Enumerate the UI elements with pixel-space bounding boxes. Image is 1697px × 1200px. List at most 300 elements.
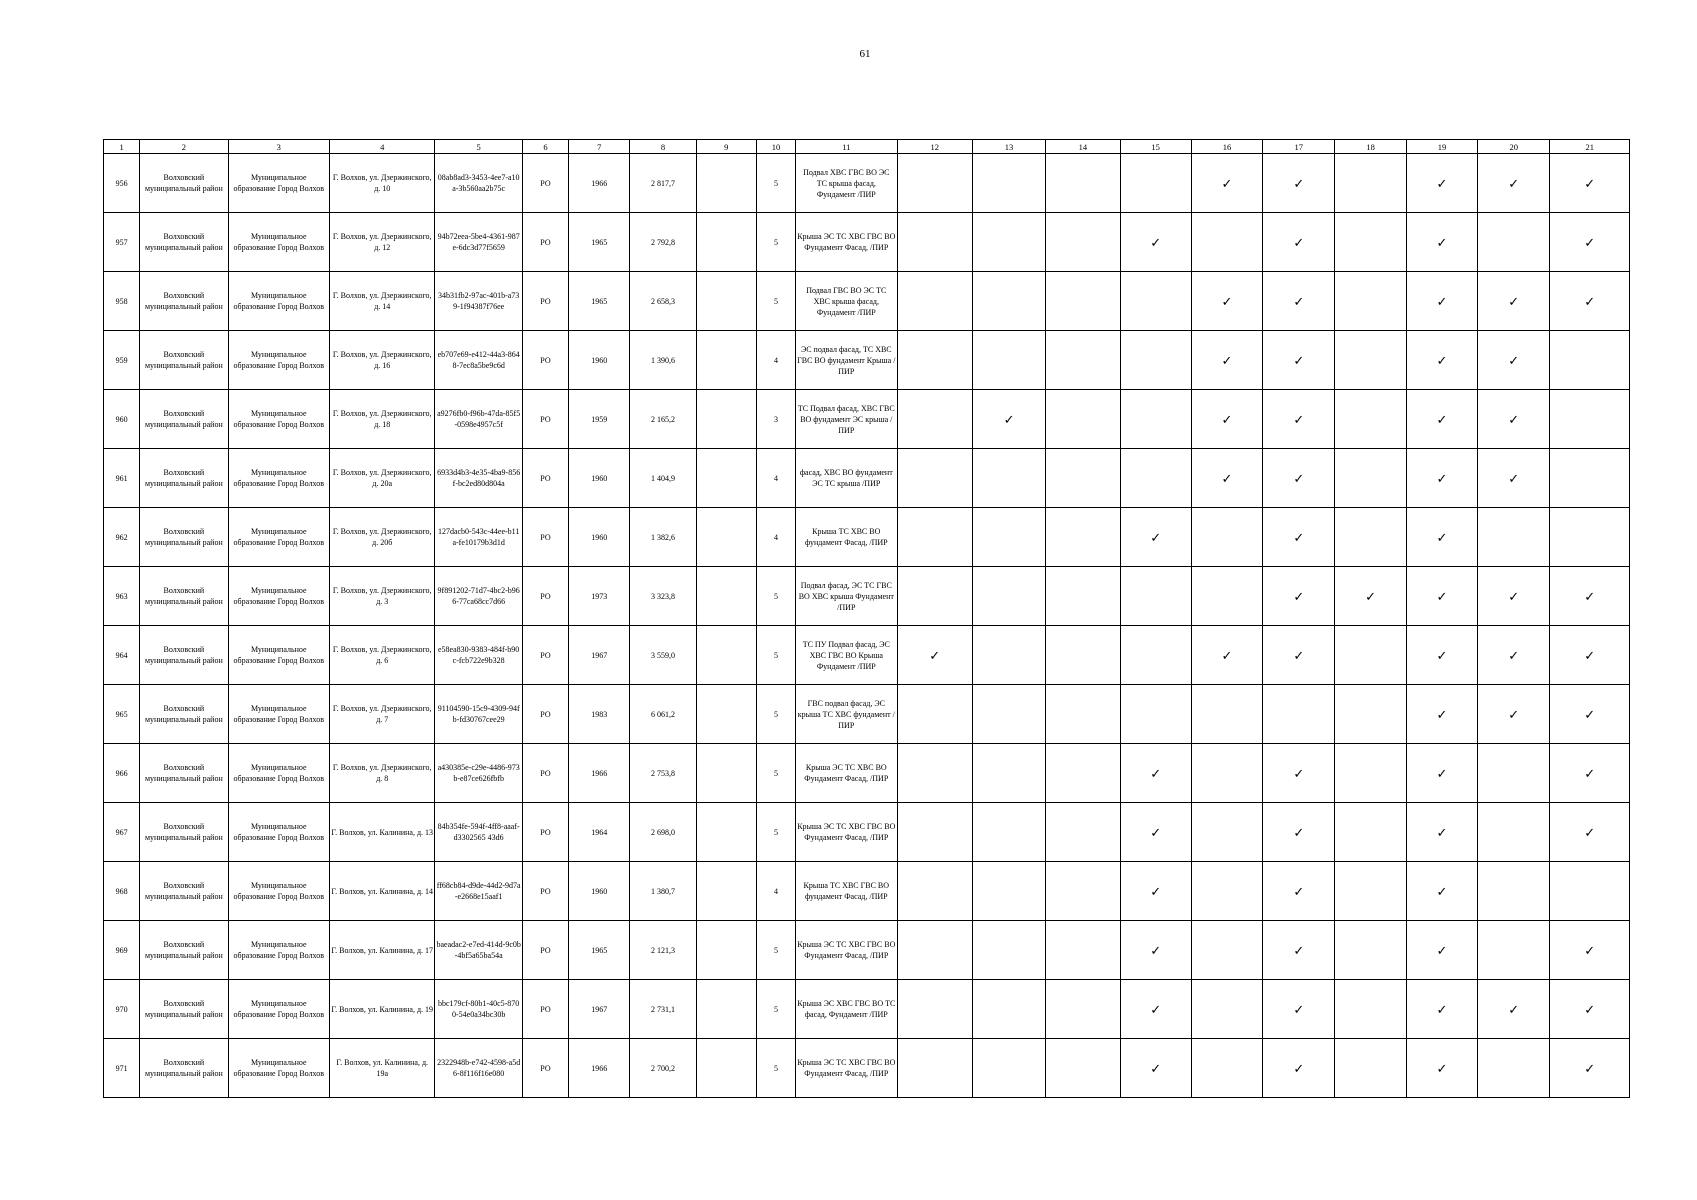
empty-mark-cell [1191,508,1262,567]
check-mark-icon: ✓ [1191,331,1262,390]
guid-cell: e58ea830-9383-484f-b90c-fcb722e9b328 [435,626,522,685]
column-header: 6 [522,140,568,154]
empty-mark-cell [972,331,1045,390]
empty-mark-cell [1120,626,1191,685]
area-cell: 2 698,0 [630,803,696,862]
district-cell: Волховский муниципальный район [140,567,228,626]
address-cell: Г. Волхов, ул. Дзержинского, д. 12 [330,213,435,272]
check-mark-icon: ✓ [1191,390,1262,449]
table-row [104,862,1630,921]
check-mark-icon: ✓ [1263,449,1335,508]
empty-mark-cell [1478,508,1550,567]
check-mark-icon: ✓ [1550,921,1630,980]
empty-mark-cell [1191,862,1262,921]
type-cell: РО [522,744,568,803]
check-mark-icon: ✓ [1335,567,1406,626]
check-mark-icon: ✓ [1550,803,1630,862]
address-cell: Г. Волхов, ул. Дзержинского, д. 10 [330,154,435,213]
empty-mark-cell [897,272,972,331]
col9-cell [696,567,756,626]
column-header: 8 [630,140,696,154]
row-number: 956 [104,154,140,213]
col9-cell [696,803,756,862]
address-cell: Г. Волхов, ул. Дзержинского, д. 7 [330,685,435,744]
area-cell: 2 817,7 [630,154,696,213]
district-cell: Волховский муниципальный район [140,390,228,449]
check-mark-icon: ✓ [1550,1039,1630,1098]
municipality-cell: Муниципальное образование Город Волхов [228,803,329,862]
municipality-cell: Муниципальное образование Город Волхов [228,744,329,803]
empty-mark-cell [1335,685,1406,744]
empty-mark-cell [897,449,972,508]
check-mark-icon: ✓ [1406,980,1477,1039]
area-cell: 1 382,6 [630,508,696,567]
empty-mark-cell [1335,626,1406,685]
check-mark-icon: ✓ [1550,744,1630,803]
empty-mark-cell [1191,803,1262,862]
year-cell: 1966 [569,154,630,213]
works-cell: ТС ПУ Подвал фасад, ЭС ХВС ГВС ВО Крыша Фундамент /ПИР [796,626,897,685]
empty-mark-cell [972,626,1045,685]
floors-cell: 5 [756,1039,795,1098]
empty-mark-cell [1335,508,1406,567]
check-mark-icon: ✓ [1406,1039,1477,1098]
check-mark-icon: ✓ [1406,921,1477,980]
row-number: 959 [104,331,140,390]
empty-mark-cell [1478,862,1550,921]
empty-mark-cell [1046,567,1120,626]
guid-cell: 34b31fb2-97ac-401b-a739-1f94387f76ee [435,272,522,331]
type-cell: РО [522,567,568,626]
empty-mark-cell [972,508,1045,567]
column-header: 18 [1335,140,1406,154]
type-cell: РО [522,803,568,862]
empty-mark-cell [1120,685,1191,744]
empty-mark-cell [1046,862,1120,921]
empty-mark-cell [972,862,1045,921]
floors-cell: 3 [756,390,795,449]
row-number: 965 [104,685,140,744]
district-cell: Волховский муниципальный район [140,449,228,508]
guid-cell: baeadac2-e7ed-414d-9c0b-4bf5a65ba54a [435,921,522,980]
empty-mark-cell [1335,449,1406,508]
empty-mark-cell [1335,331,1406,390]
empty-mark-cell [972,685,1045,744]
address-cell: Г. Волхов, ул. Дзержинского, д. 20б [330,508,435,567]
type-cell: РО [522,508,568,567]
area-cell: 3 559,0 [630,626,696,685]
guid-cell: ff68cb84-d9de-44d2-9d7a-e2668e15aaf1 [435,862,522,921]
check-mark-icon: ✓ [1478,567,1550,626]
col9-cell [696,154,756,213]
year-cell: 1965 [569,272,630,331]
check-mark-icon: ✓ [1406,331,1477,390]
empty-mark-cell [1550,508,1630,567]
check-mark-icon: ✓ [1191,449,1262,508]
table-row [104,744,1630,803]
year-cell: 1967 [569,626,630,685]
municipality-cell: Муниципальное образование Город Волхов [228,1039,329,1098]
col9-cell [696,685,756,744]
empty-mark-cell [1120,331,1191,390]
table-row [104,1039,1630,1098]
column-header: 21 [1550,140,1630,154]
guid-cell: bbc179cf-80b1-40c5-8700-54e0a34bc30b [435,980,522,1039]
empty-mark-cell [1335,390,1406,449]
column-header: 3 [228,140,329,154]
year-cell: 1966 [569,744,630,803]
col9-cell [696,1039,756,1098]
district-cell: Волховский муниципальный район [140,862,228,921]
year-cell: 1960 [569,862,630,921]
area-cell: 1 390,6 [630,331,696,390]
works-cell: Крыша ЭС ТС ХВС ГВС ВО Фундамент Фасад, /ПИР [796,1039,897,1098]
col9-cell [696,626,756,685]
empty-mark-cell [897,744,972,803]
district-cell: Волховский муниципальный район [140,154,228,213]
check-mark-icon: ✓ [1263,567,1335,626]
guid-cell: a9276fb0-f96b-47da-85f5-0598e4957c5f [435,390,522,449]
check-mark-icon: ✓ [1406,272,1477,331]
table-row [104,567,1630,626]
guid-cell: 08ab8ad3-3453-4ee7-a10a-3b560aa2b75c [435,154,522,213]
empty-mark-cell [1046,508,1120,567]
check-mark-icon: ✓ [1478,685,1550,744]
floors-cell: 5 [756,803,795,862]
municipality-cell: Муниципальное образование Город Волхов [228,508,329,567]
works-cell: Крыша ЭС ТС ХВС ГВС ВО Фундамент Фасад, /ПИР [796,803,897,862]
check-mark-icon: ✓ [1263,626,1335,685]
empty-mark-cell [897,331,972,390]
check-mark-icon: ✓ [1263,980,1335,1039]
row-number: 968 [104,862,140,921]
empty-mark-cell [897,213,972,272]
type-cell: РО [522,980,568,1039]
guid-cell: 84b354fe-594f-4ff8-aaaf-d3302565 43d6 [435,803,522,862]
district-cell: Волховский муниципальный район [140,980,228,1039]
empty-mark-cell [972,921,1045,980]
empty-mark-cell [1335,213,1406,272]
year-cell: 1965 [569,921,630,980]
check-mark-icon: ✓ [1263,921,1335,980]
empty-mark-cell [1335,803,1406,862]
works-cell: Крыша ЭС ТС ХВС ГВС ВО Фундамент Фасад, /ПИР [796,213,897,272]
area-cell: 2 792,8 [630,213,696,272]
check-mark-icon: ✓ [1478,390,1550,449]
empty-mark-cell [897,508,972,567]
year-cell: 1966 [569,1039,630,1098]
table-row [104,154,1630,213]
check-mark-icon: ✓ [972,390,1045,449]
empty-mark-cell [1046,213,1120,272]
check-mark-icon: ✓ [1406,567,1477,626]
guid-cell: eb707e69-e412-44a3-8648-7ec8a5be9c6d [435,331,522,390]
municipality-cell: Муниципальное образование Город Волхов [228,980,329,1039]
guid-cell: 9f891202-71d7-4bc2-b966-77ca68cc7d66 [435,567,522,626]
empty-mark-cell [1550,449,1630,508]
empty-mark-cell [1191,1039,1262,1098]
row-number: 963 [104,567,140,626]
address-cell: Г. Волхов, ул. Дзержинского, д. 6 [330,626,435,685]
area-cell: 2 731,1 [630,980,696,1039]
col9-cell [696,272,756,331]
municipality-cell: Муниципальное образование Город Волхов [228,154,329,213]
empty-mark-cell [1191,921,1262,980]
address-cell: Г. Волхов, ул. Калинина, д. 19 [330,980,435,1039]
column-header: 2 [140,140,228,154]
guid-cell: 94b72eea-5be4-4361-987e-6dc3d77f5659 [435,213,522,272]
floors-cell: 5 [756,272,795,331]
empty-mark-cell [1046,803,1120,862]
empty-mark-cell [1120,272,1191,331]
municipality-cell: Муниципальное образование Город Волхов [228,272,329,331]
area-cell: 2 658,3 [630,272,696,331]
table-row [104,390,1630,449]
check-mark-icon: ✓ [1478,626,1550,685]
column-header: 10 [756,140,795,154]
year-cell: 1960 [569,331,630,390]
check-mark-icon: ✓ [1406,862,1477,921]
check-mark-icon: ✓ [1120,213,1191,272]
page-number: 61 [859,48,871,60]
empty-mark-cell [972,154,1045,213]
area-cell: 2 700,2 [630,1039,696,1098]
empty-mark-cell [1046,449,1120,508]
empty-mark-cell [1191,980,1262,1039]
address-cell: Г. Волхов, ул. Дзержинского, д. 16 [330,331,435,390]
check-mark-icon: ✓ [1263,508,1335,567]
floors-cell: 5 [756,154,795,213]
works-cell: Крыша ЭС ХВС ГВС ВО ТС фасад, Фундамент /ПИР [796,980,897,1039]
empty-mark-cell [972,449,1045,508]
guid-cell: 127dacb0-543c-44ee-b11a-fe10179b3d1d [435,508,522,567]
empty-mark-cell [1046,744,1120,803]
empty-mark-cell [1191,567,1262,626]
district-cell: Волховский муниципальный район [140,213,228,272]
municipality-cell: Муниципальное образование Город Волхов [228,213,329,272]
empty-mark-cell [1335,744,1406,803]
col9-cell [696,980,756,1039]
municipality-cell: Муниципальное образование Город Волхов [228,685,329,744]
empty-mark-cell [1478,921,1550,980]
col9-cell [696,508,756,567]
table-row [104,685,1630,744]
address-cell: Г. Волхов, ул. Дзержинского, д. 14 [330,272,435,331]
address-cell: Г. Волхов, ул. Дзержинского, д. 8 [330,744,435,803]
row-number: 970 [104,980,140,1039]
empty-mark-cell [897,567,972,626]
col9-cell [696,390,756,449]
address-cell: Г. Волхов, ул. Калинина, д. 13 [330,803,435,862]
check-mark-icon: ✓ [1478,449,1550,508]
empty-mark-cell [1046,331,1120,390]
address-cell: Г. Волхов, ул. Калинина, д. 14 [330,862,435,921]
column-header: 17 [1263,140,1335,154]
empty-mark-cell [1120,449,1191,508]
column-header: 4 [330,140,435,154]
empty-mark-cell [897,862,972,921]
works-cell: ТС Подвал фасад, ХВС ГВС ВО фундамент ЭС крыша /ПИР [796,390,897,449]
check-mark-icon: ✓ [1550,626,1630,685]
column-header: 16 [1191,140,1262,154]
row-number: 966 [104,744,140,803]
row-number: 971 [104,1039,140,1098]
year-cell: 1967 [569,980,630,1039]
col9-cell [696,449,756,508]
column-header: 14 [1046,140,1120,154]
empty-mark-cell [897,921,972,980]
area-cell: 1 380,7 [630,862,696,921]
check-mark-icon: ✓ [1263,803,1335,862]
check-mark-icon: ✓ [1263,1039,1335,1098]
works-cell: ГВС подвал фасад, ЭС крыша ТС ХВС фундамент /ПИР [796,685,897,744]
type-cell: РО [522,331,568,390]
floors-cell: 5 [756,213,795,272]
row-number: 964 [104,626,140,685]
year-cell: 1973 [569,567,630,626]
check-mark-icon: ✓ [1406,626,1477,685]
table-row [104,921,1630,980]
municipality-cell: Муниципальное образование Город Волхов [228,390,329,449]
district-cell: Волховский муниципальный район [140,508,228,567]
empty-mark-cell [1046,685,1120,744]
check-mark-icon: ✓ [1406,213,1477,272]
year-cell: 1964 [569,803,630,862]
header-row [104,140,1630,154]
table-row [104,508,1630,567]
check-mark-icon: ✓ [1406,744,1477,803]
type-cell: РО [522,626,568,685]
table-row [104,272,1630,331]
column-header: 12 [897,140,972,154]
works-cell: Крыша ТС ХВС ВО фундамент Фасад, /ПИР [796,508,897,567]
year-cell: 1983 [569,685,630,744]
table-row [104,803,1630,862]
check-mark-icon: ✓ [1406,508,1477,567]
column-header: 11 [796,140,897,154]
table-body [104,154,1630,1098]
check-mark-icon: ✓ [1263,744,1335,803]
empty-mark-cell [897,1039,972,1098]
works-cell: Подвал ХВС ГВС ВО ЭС ТС крыша фасад, Фундамент /ПИР [796,154,897,213]
works-cell: Подвал фасад, ЭС ТС ГВС ВО ХВС крыша Фундамент /ПИР [796,567,897,626]
column-header: 1 [104,140,140,154]
table-row [104,626,1630,685]
empty-mark-cell [1120,567,1191,626]
district-cell: Волховский муниципальный район [140,803,228,862]
check-mark-icon: ✓ [1263,213,1335,272]
col9-cell [696,331,756,390]
district-cell: Волховский муниципальный район [140,744,228,803]
district-cell: Волховский муниципальный район [140,626,228,685]
floors-cell: 5 [756,980,795,1039]
row-number: 969 [104,921,140,980]
area-cell: 2 753,8 [630,744,696,803]
floors-cell: 4 [756,449,795,508]
empty-mark-cell [972,1039,1045,1098]
check-mark-icon: ✓ [1263,390,1335,449]
empty-mark-cell [972,980,1045,1039]
year-cell: 1965 [569,213,630,272]
address-cell: Г. Волхов, ул. Калинина, д. 17 [330,921,435,980]
empty-mark-cell [1478,213,1550,272]
floors-cell: 5 [756,567,795,626]
area-cell: 2 121,3 [630,921,696,980]
check-mark-icon: ✓ [1191,154,1262,213]
year-cell: 1960 [569,508,630,567]
type-cell: РО [522,272,568,331]
check-mark-icon: ✓ [1550,980,1630,1039]
empty-mark-cell [1478,744,1550,803]
check-mark-icon: ✓ [1478,980,1550,1039]
type-cell: РО [522,921,568,980]
empty-mark-cell [1046,272,1120,331]
check-mark-icon: ✓ [1191,272,1262,331]
district-cell: Волховский муниципальный район [140,331,228,390]
type-cell: РО [522,213,568,272]
check-mark-icon: ✓ [1550,272,1630,331]
check-mark-icon: ✓ [1550,567,1630,626]
column-header: 19 [1406,140,1477,154]
col9-cell [696,862,756,921]
empty-mark-cell [1550,862,1630,921]
col9-cell [696,213,756,272]
empty-mark-cell [1335,1039,1406,1098]
check-mark-icon: ✓ [1263,862,1335,921]
works-cell: Крыша ЭС ТС ХВС ВО Фундамент Фасад, /ПИР [796,744,897,803]
area-cell: 2 165,2 [630,390,696,449]
empty-mark-cell [1120,390,1191,449]
district-cell: Волховский муниципальный район [140,272,228,331]
check-mark-icon: ✓ [1550,154,1630,213]
check-mark-icon: ✓ [1406,154,1477,213]
municipality-cell: Муниципальное образование Город Волхов [228,567,329,626]
district-cell: Волховский муниципальный район [140,1039,228,1098]
municipality-cell: Муниципальное образование Город Волхов [228,449,329,508]
empty-mark-cell [1335,921,1406,980]
works-cell: Крыша ТС ХВС ГВС ВО фундамент Фасад, /ПИР [796,862,897,921]
empty-mark-cell [1046,921,1120,980]
address-cell: Г. Волхов, ул. Дзержинского, д. 18 [330,390,435,449]
check-mark-icon: ✓ [1406,390,1477,449]
table-row [104,331,1630,390]
empty-mark-cell [1335,980,1406,1039]
check-mark-icon: ✓ [1120,1039,1191,1098]
municipality-cell: Муниципальное образование Город Волхов [228,862,329,921]
empty-mark-cell [897,980,972,1039]
row-number: 961 [104,449,140,508]
check-mark-icon: ✓ [1406,449,1477,508]
floors-cell: 5 [756,744,795,803]
floors-cell: 5 [756,685,795,744]
check-mark-icon: ✓ [1263,331,1335,390]
check-mark-icon: ✓ [1550,685,1630,744]
register-table [103,139,1630,1098]
check-mark-icon: ✓ [1263,154,1335,213]
empty-mark-cell [1046,980,1120,1039]
area-cell: 1 404,9 [630,449,696,508]
works-cell: фасад, ХВС ВО фундамент ЭС ТС крыша /ПИР [796,449,897,508]
floors-cell: 5 [756,626,795,685]
column-header: 9 [696,140,756,154]
empty-mark-cell [1335,154,1406,213]
district-cell: Волховский муниципальный район [140,685,228,744]
check-mark-icon: ✓ [1406,685,1477,744]
empty-mark-cell [1046,1039,1120,1098]
empty-mark-cell [1046,390,1120,449]
check-mark-icon: ✓ [1263,272,1335,331]
column-header: 5 [435,140,522,154]
